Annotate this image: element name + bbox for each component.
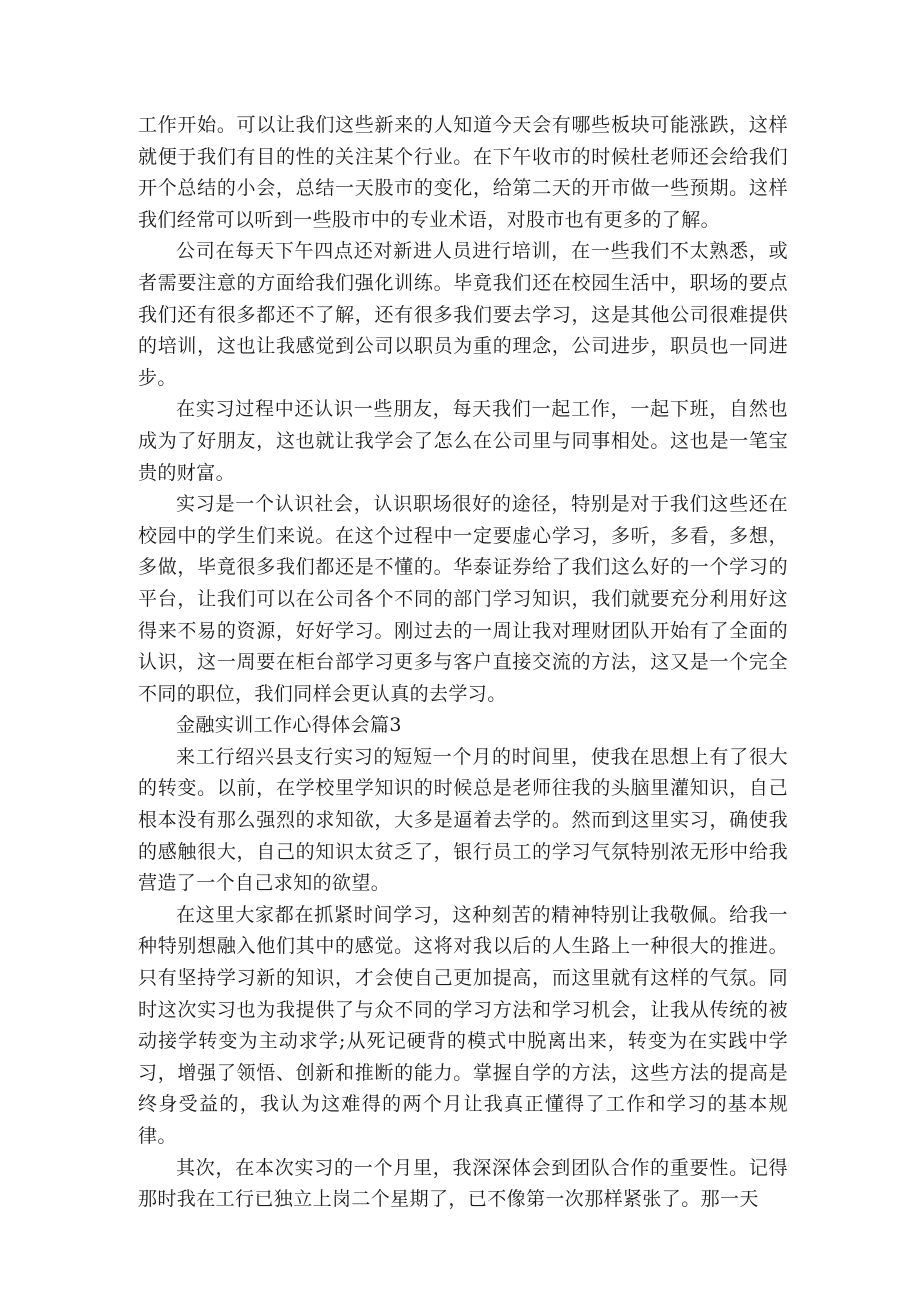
paragraph-3: 在实习过程中还认识一些朋友，每天我们一起工作，一起下班，自然也成为了好朋友，这也就让我学会了怎么在公司里与同事相处。这也是一笔宝贵的财富。 (138, 398, 788, 484)
paragraph-1: 工作开始。可以让我们这些新来的人知道今天会有哪些板块可能涨跌，这样就便于我们有目的性的关注某个行业。在下午收市的时候杜老师还会给我们开个总结的小会，总结一天股市的变化，给第二天的开市做一些预期。这样我们经常可以听到一些股市中的专业术语，对股市也有更多的了解。 (138, 114, 788, 231)
paragraph-6: 在这里大家都在抓紧时间学习，这种刻苦的精神特别让我敬佩。给我一种特别想融入他们其中的感觉。这将对我以后的人生路上一种很大的推进。只有坚持学习新的知识，才会使自己更加提高，而这里就有这样的气氛。同时这次实习也为我提供了与众不同的学习方法和学习机会，让我从传统的被动接学转变为主动求学;从死记硬背的模式中脱离出来，转变为在实践中学习，增强了领悟、创新和推断的能力。掌握自学的方法，这些方法的提高是终身受益的，我认为这难得的两个月让我真正懂得了工作和学习的基本规律。 (138, 903, 788, 1147)
section-heading: 金融实训工作心得体会篇3 (176, 714, 402, 737)
paragraph-4: 实习是一个认识社会，认识职场很好的途径，特别是对于我们这些还在校园中的学生们来说。在这个过程中一定要虚心学习，多听，多看，多想，多做，毕竟很多我们都还是不懂的。华泰证券给了我们这么好的一个学习的平台，让我们可以在公司各个不同的部门学习知识，我们就要充分利用好这得来不易的资源，好好学习。刚过去的一周让我对理财团队开始有了全面的认识，这一周要在柜台部学习更多与客户直接交流的方法，这又是一个完全不同的职位，我们同样会更认真的去学习。 (138, 493, 788, 705)
paragraph-5: 来工行绍兴县支行实习的短短一个月的时间里，使我在思想上有了很大的转变。以前，在学校里学知识的时候总是老师往我的头脑里灌知识，自己根本没有那么强烈的求知欲，大多是逼着去学的。然而到这里实习，确使我的感触很大，自己的知识太贫乏了，银行员工的学习气氛特别浓无形中给我营造了一个自己求知的欲望。 (138, 745, 788, 895)
paragraph-2: 公司在每天下午四点还对新进人员进行培训，在一些我们不太熟悉，或者需要注意的方面给我们强化训练。毕竟我们还在校园生活中，职场的要点我们还有很多都还不了解，还有很多我们要去学习，这是其他公司很难提供的培训，这也让我感觉到公司以职员为重的理念，公司进步，职员也一同进步。 (138, 240, 788, 389)
document-page (138, 110, 788, 1216)
paragraph-7: 其次，在本次实习的一个月里，我深深体会到团队合作的重要性。记得那时我在工行已独立上岗二个星期了，已不像第一次那样紧张了。那一天 (138, 1156, 788, 1211)
